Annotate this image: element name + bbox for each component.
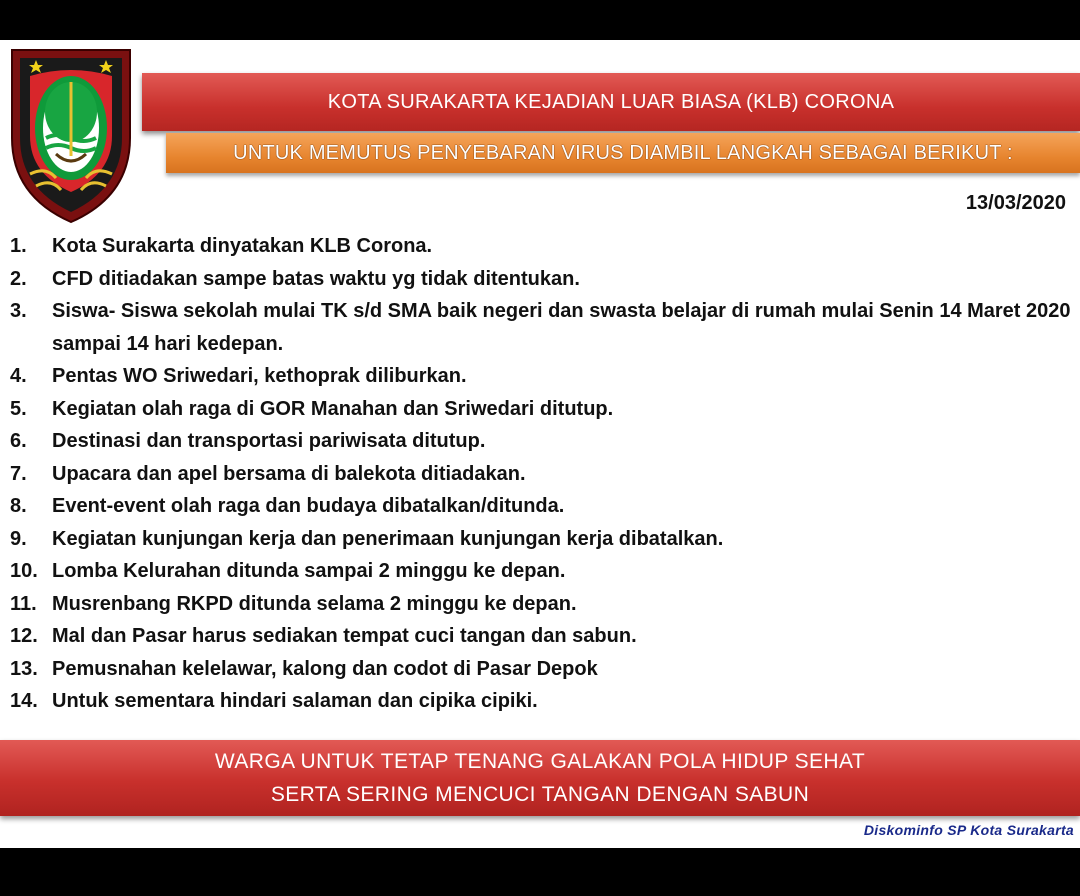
list-item bbox=[10, 555, 1072, 588]
item-number: 14. bbox=[10, 690, 38, 712]
item-number: 3. bbox=[10, 300, 27, 322]
item-text: Destinasi dan transportasi pariwisata ditutup. bbox=[52, 430, 486, 452]
list-item bbox=[10, 523, 1072, 556]
item-number: 4. bbox=[10, 365, 27, 387]
footer-line-2: SERTA SERING MENCUCI TANGAN DENGAN SABUN bbox=[270, 783, 810, 806]
item-number: 13. bbox=[10, 657, 38, 680]
list-item bbox=[10, 230, 1072, 263]
list-item bbox=[10, 295, 1072, 360]
surakarta-city-emblem-icon bbox=[6, 46, 136, 226]
measures-list bbox=[10, 230, 1072, 718]
list-item bbox=[10, 588, 1072, 621]
list-item bbox=[10, 653, 1072, 686]
list-item bbox=[10, 263, 1072, 296]
item-text: Event-event olah raga dan budaya dibatalkan/ditunda. bbox=[52, 495, 565, 517]
item-text: Kota Surakarta dinyatakan KLB Corona. bbox=[52, 235, 433, 257]
item-text: Kegiatan kunjungan kerja dan penerimaan kunjungan kerja dibatalkan. bbox=[52, 527, 724, 550]
list-item bbox=[10, 425, 1072, 458]
item-number: 6. bbox=[10, 430, 27, 452]
item-text: Musrenbang RKPD ditunda selama 2 minggu ke depan. bbox=[52, 592, 577, 615]
list-item bbox=[10, 360, 1072, 393]
subtitle-banner bbox=[166, 133, 1080, 173]
list-item bbox=[10, 620, 1072, 653]
title-text: KOTA SURAKARTA KEJADIAN LUAR BIASA (KLB) CORONA bbox=[327, 90, 895, 113]
item-number: 12. bbox=[10, 625, 38, 647]
item-text: CFD ditiadakan sampe batas waktu yg tidak ditentukan. bbox=[52, 267, 580, 290]
item-number: 7. bbox=[10, 462, 27, 485]
item-text: Mal dan Pasar harus sediakan tempat cuci tangan dan sabun. bbox=[52, 625, 637, 647]
item-text: Pemusnahan kelelawar, kalong dan codot di Pasar Depok bbox=[52, 657, 598, 680]
item-number: 8. bbox=[10, 495, 27, 517]
list-item bbox=[10, 393, 1072, 426]
credit-text: Diskominfo SP Kota Surakarta bbox=[863, 822, 1074, 838]
item-number: 11. bbox=[10, 592, 37, 615]
footer-line-1: WARGA UNTUK TETAP TENANG GALAKAN POLA HIDUP SEHAT bbox=[214, 750, 866, 773]
item-number: 2. bbox=[10, 267, 27, 290]
list-item bbox=[10, 685, 1072, 718]
subtitle-text: UNTUK MEMUTUS PENYEBARAN VIRUS DIAMBIL LANGKAH SEBAGAI BERIKUT : bbox=[233, 141, 1013, 164]
item-text: Pentas WO Sriwedari, kethoprak diliburkan. bbox=[52, 365, 467, 387]
item-number: 9. bbox=[10, 527, 27, 550]
footer-banner bbox=[0, 740, 1080, 816]
item-number: 1. bbox=[10, 235, 27, 257]
list-item bbox=[10, 458, 1072, 491]
item-number: 10. bbox=[10, 560, 38, 582]
item-text: Lomba Kelurahan ditunda sampai 2 minggu ke depan. bbox=[52, 560, 566, 582]
item-text: Siswa- Siswa sekolah mulai TK s/d SMA baik negeri dan swasta belajar di rumah mulai Senin 14 Maret 2020 sampai 14 hari kedepan. bbox=[52, 300, 1071, 355]
announcement-date: 13/03/2020 bbox=[965, 192, 1066, 214]
item-number: 5. bbox=[10, 397, 27, 420]
item-text: Untuk sementara hindari salaman dan cipika cipiki. bbox=[52, 690, 538, 712]
title-banner bbox=[142, 73, 1080, 131]
item-text: Upacara dan apel bersama di balekota ditiadakan. bbox=[52, 462, 526, 485]
list-item bbox=[10, 490, 1072, 523]
announcement-poster bbox=[0, 40, 1080, 848]
item-text: Kegiatan olah raga di GOR Manahan dan Sriwedari ditutup. bbox=[52, 397, 614, 420]
